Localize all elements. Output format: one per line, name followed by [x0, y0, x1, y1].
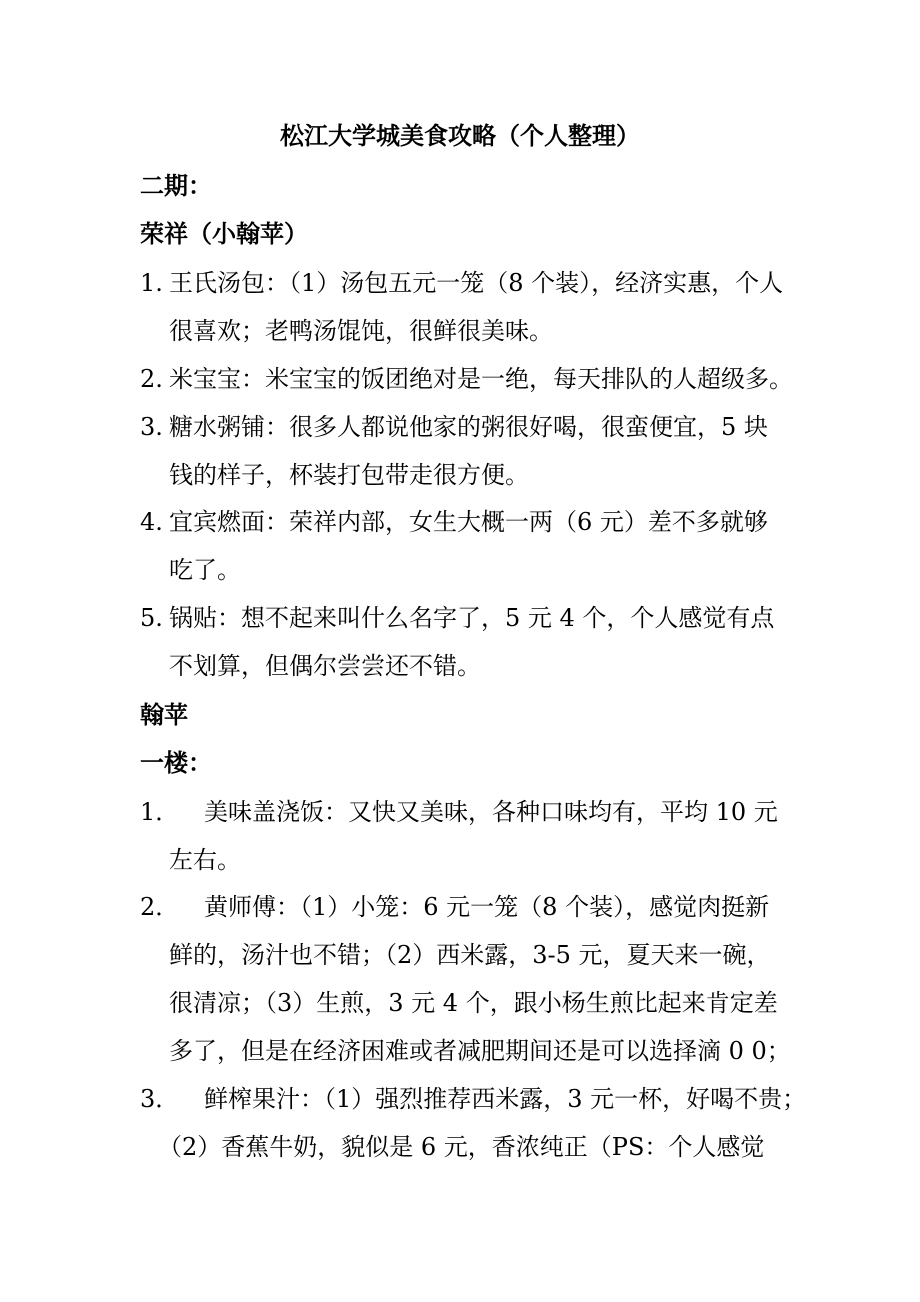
list-item-line: 美味盖浇饭：又快又美味，各种口味均有，平均 10 元 [204, 798, 778, 826]
list-item-number: 1. [140, 269, 163, 297]
list-item [140, 498, 785, 594]
list-item-line: 鲜的，汤汁也不错；（2）西米露，3-5 元，夏天来一碗， [169, 941, 771, 969]
list-item-line: 吃了。 [169, 556, 241, 584]
list-item-line: 宜宾燃面：荣祥内部，女生大概一两（6 元）差不多就够 [169, 508, 768, 536]
list-item-line: 不划算，但偶尔尝尝还不错。 [169, 652, 481, 680]
list-item-line: 米宝宝：米宝宝的饭团绝对是一绝，每天排队的人超级多。 [169, 365, 793, 393]
list-item-number: 2． [140, 893, 180, 921]
list-item-line: 多了，但是在经济困难或者减肥期间还是可以选择滴 0 0； [169, 1037, 791, 1065]
subsection-heading-hanping: 翰苹 [140, 701, 188, 729]
subsection-heading-rongxiang: 荣祥（小翰苹） [140, 220, 308, 248]
list-item-line: 钱的样子，杯装打包带走很方便。 [169, 461, 529, 489]
list-item-line: （2）香蕉牛奶，貌似是 6 元，香浓纯正（PS：个人感觉 [158, 1133, 765, 1161]
list-item-number: 4. [140, 508, 163, 536]
list-item-number: 3. [140, 413, 163, 441]
floor-heading-1: 一楼： [140, 749, 212, 777]
list-item-number: 2. [140, 365, 163, 393]
list-item-line: 王氏汤包：（1）汤包五元一笼（8 个装），经济实惠，个人 [169, 269, 784, 297]
list-item [140, 259, 785, 355]
list-item [140, 594, 785, 690]
list-item [140, 1075, 807, 1171]
section-heading-phase-2: 二期： [140, 172, 212, 200]
list-item-line: 很清凉；（3）生煎，3 元 4 个，跟小杨生煎比起来肯定差 [169, 989, 778, 1017]
list-item-number: 1． [140, 798, 180, 826]
list-item-line: 左右。 [169, 846, 241, 874]
list-item-line: 锅贴：想不起来叫什么名字了，5 元 4 个，个人感觉有点 [169, 604, 775, 632]
list-item [140, 403, 785, 499]
list-item-line: 很喜欢；老鸭汤馄饨，很鲜很美味。 [169, 317, 553, 345]
list-item [140, 355, 793, 403]
list-item-line: 糖水粥铺：很多人都说他家的粥很好喝，很蛮便宜，5 块 [169, 413, 768, 441]
list-item-line: 黄师傅：（1）小笼：6 元一笼（8 个装），感觉肉挺新 [204, 893, 770, 921]
list-item-number: 3． [140, 1085, 180, 1113]
document-title: 松江大学城美食攻略（个人整理） [280, 122, 640, 150]
list-item-line: 鲜榨果汁：（1）强烈推荐西米露，3 元一杯，好喝不贵； [204, 1085, 807, 1113]
list-item [140, 883, 791, 1075]
list-item [140, 788, 785, 884]
list-item-number: 5. [140, 604, 163, 632]
